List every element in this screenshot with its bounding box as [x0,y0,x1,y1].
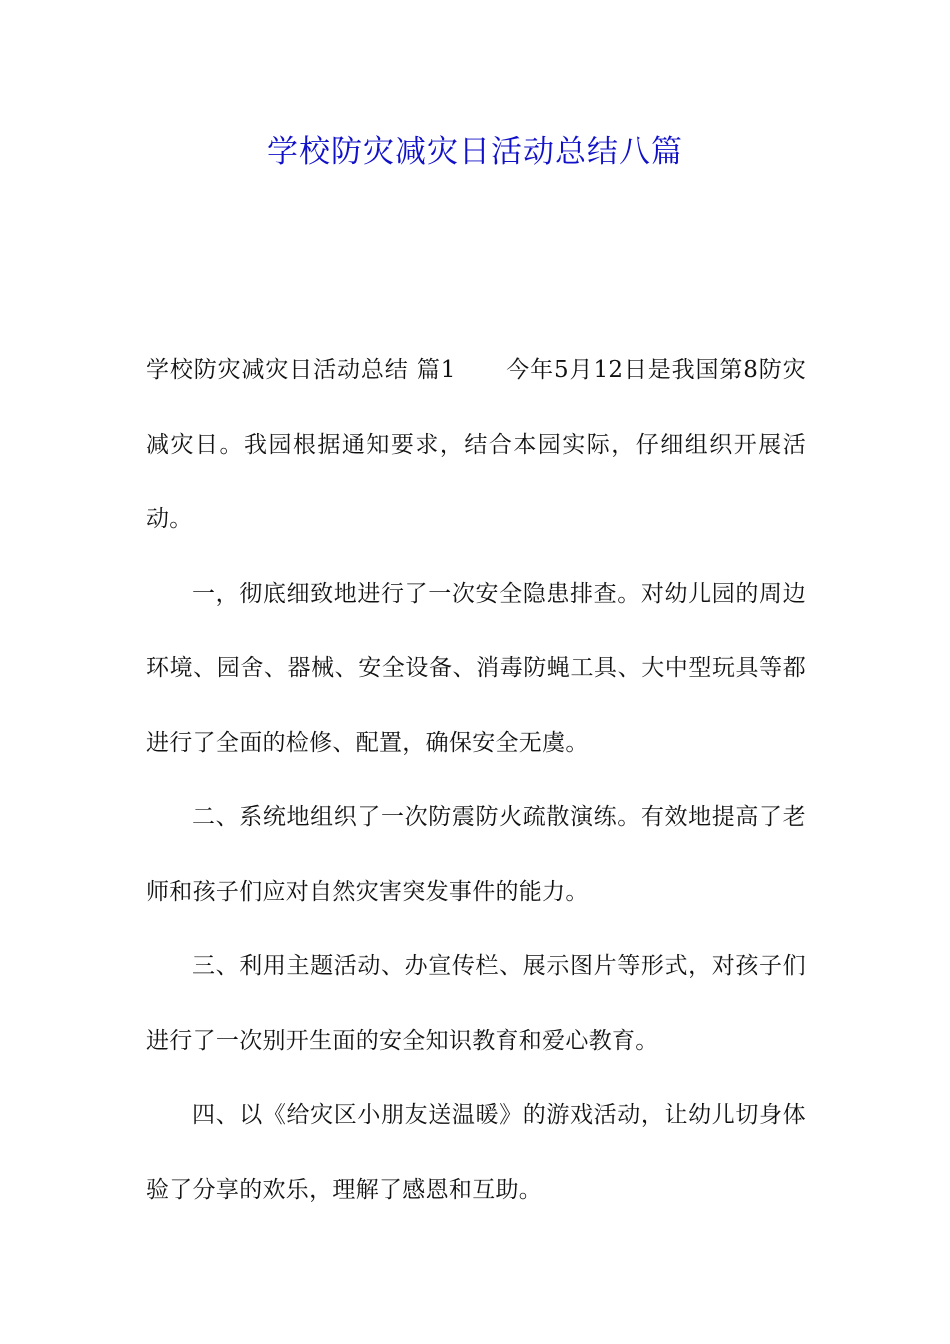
paragraph-item-2: 二、系统地组织了一次防震防火疏散演练。有效地提高了老师和孩子们应对自然灾害突发事件的能力。 [146,804,806,905]
paragraph-item-3: 三、利用主题活动、办宣传栏、展示图片等形式，对孩子们进行了一次别开生面的安全知识教育和爱心教育。 [146,953,806,1054]
document-title: 学校防灾减灾日活动总结八篇 [267,134,683,170]
paragraph-text: 今年5月12日是我国第8防灾减灾日。我园根据通知要求，结合本园实际，仔细组织开展活动。 [146,357,806,532]
paragraph-item-1: 一，彻底细致地进行了一次安全隐患排查。对幼儿园的周边环境、园舍、器械、安全设备、消毒防蝇工具、大中型玩具等都进行了全面的检修、配置，确保安全无虞。 [146,580,806,756]
document-body [146,333,806,1227]
paragraph-intro [146,333,806,557]
section-heading: 学校防灾减灾日活动总结 篇1 [146,357,456,383]
paragraph-item-4: 四、以《给灾区小朋友送温暖》的游戏活动，让幼儿切身体验了分享的欢乐，理解了感恩和互助。 [146,1102,806,1203]
